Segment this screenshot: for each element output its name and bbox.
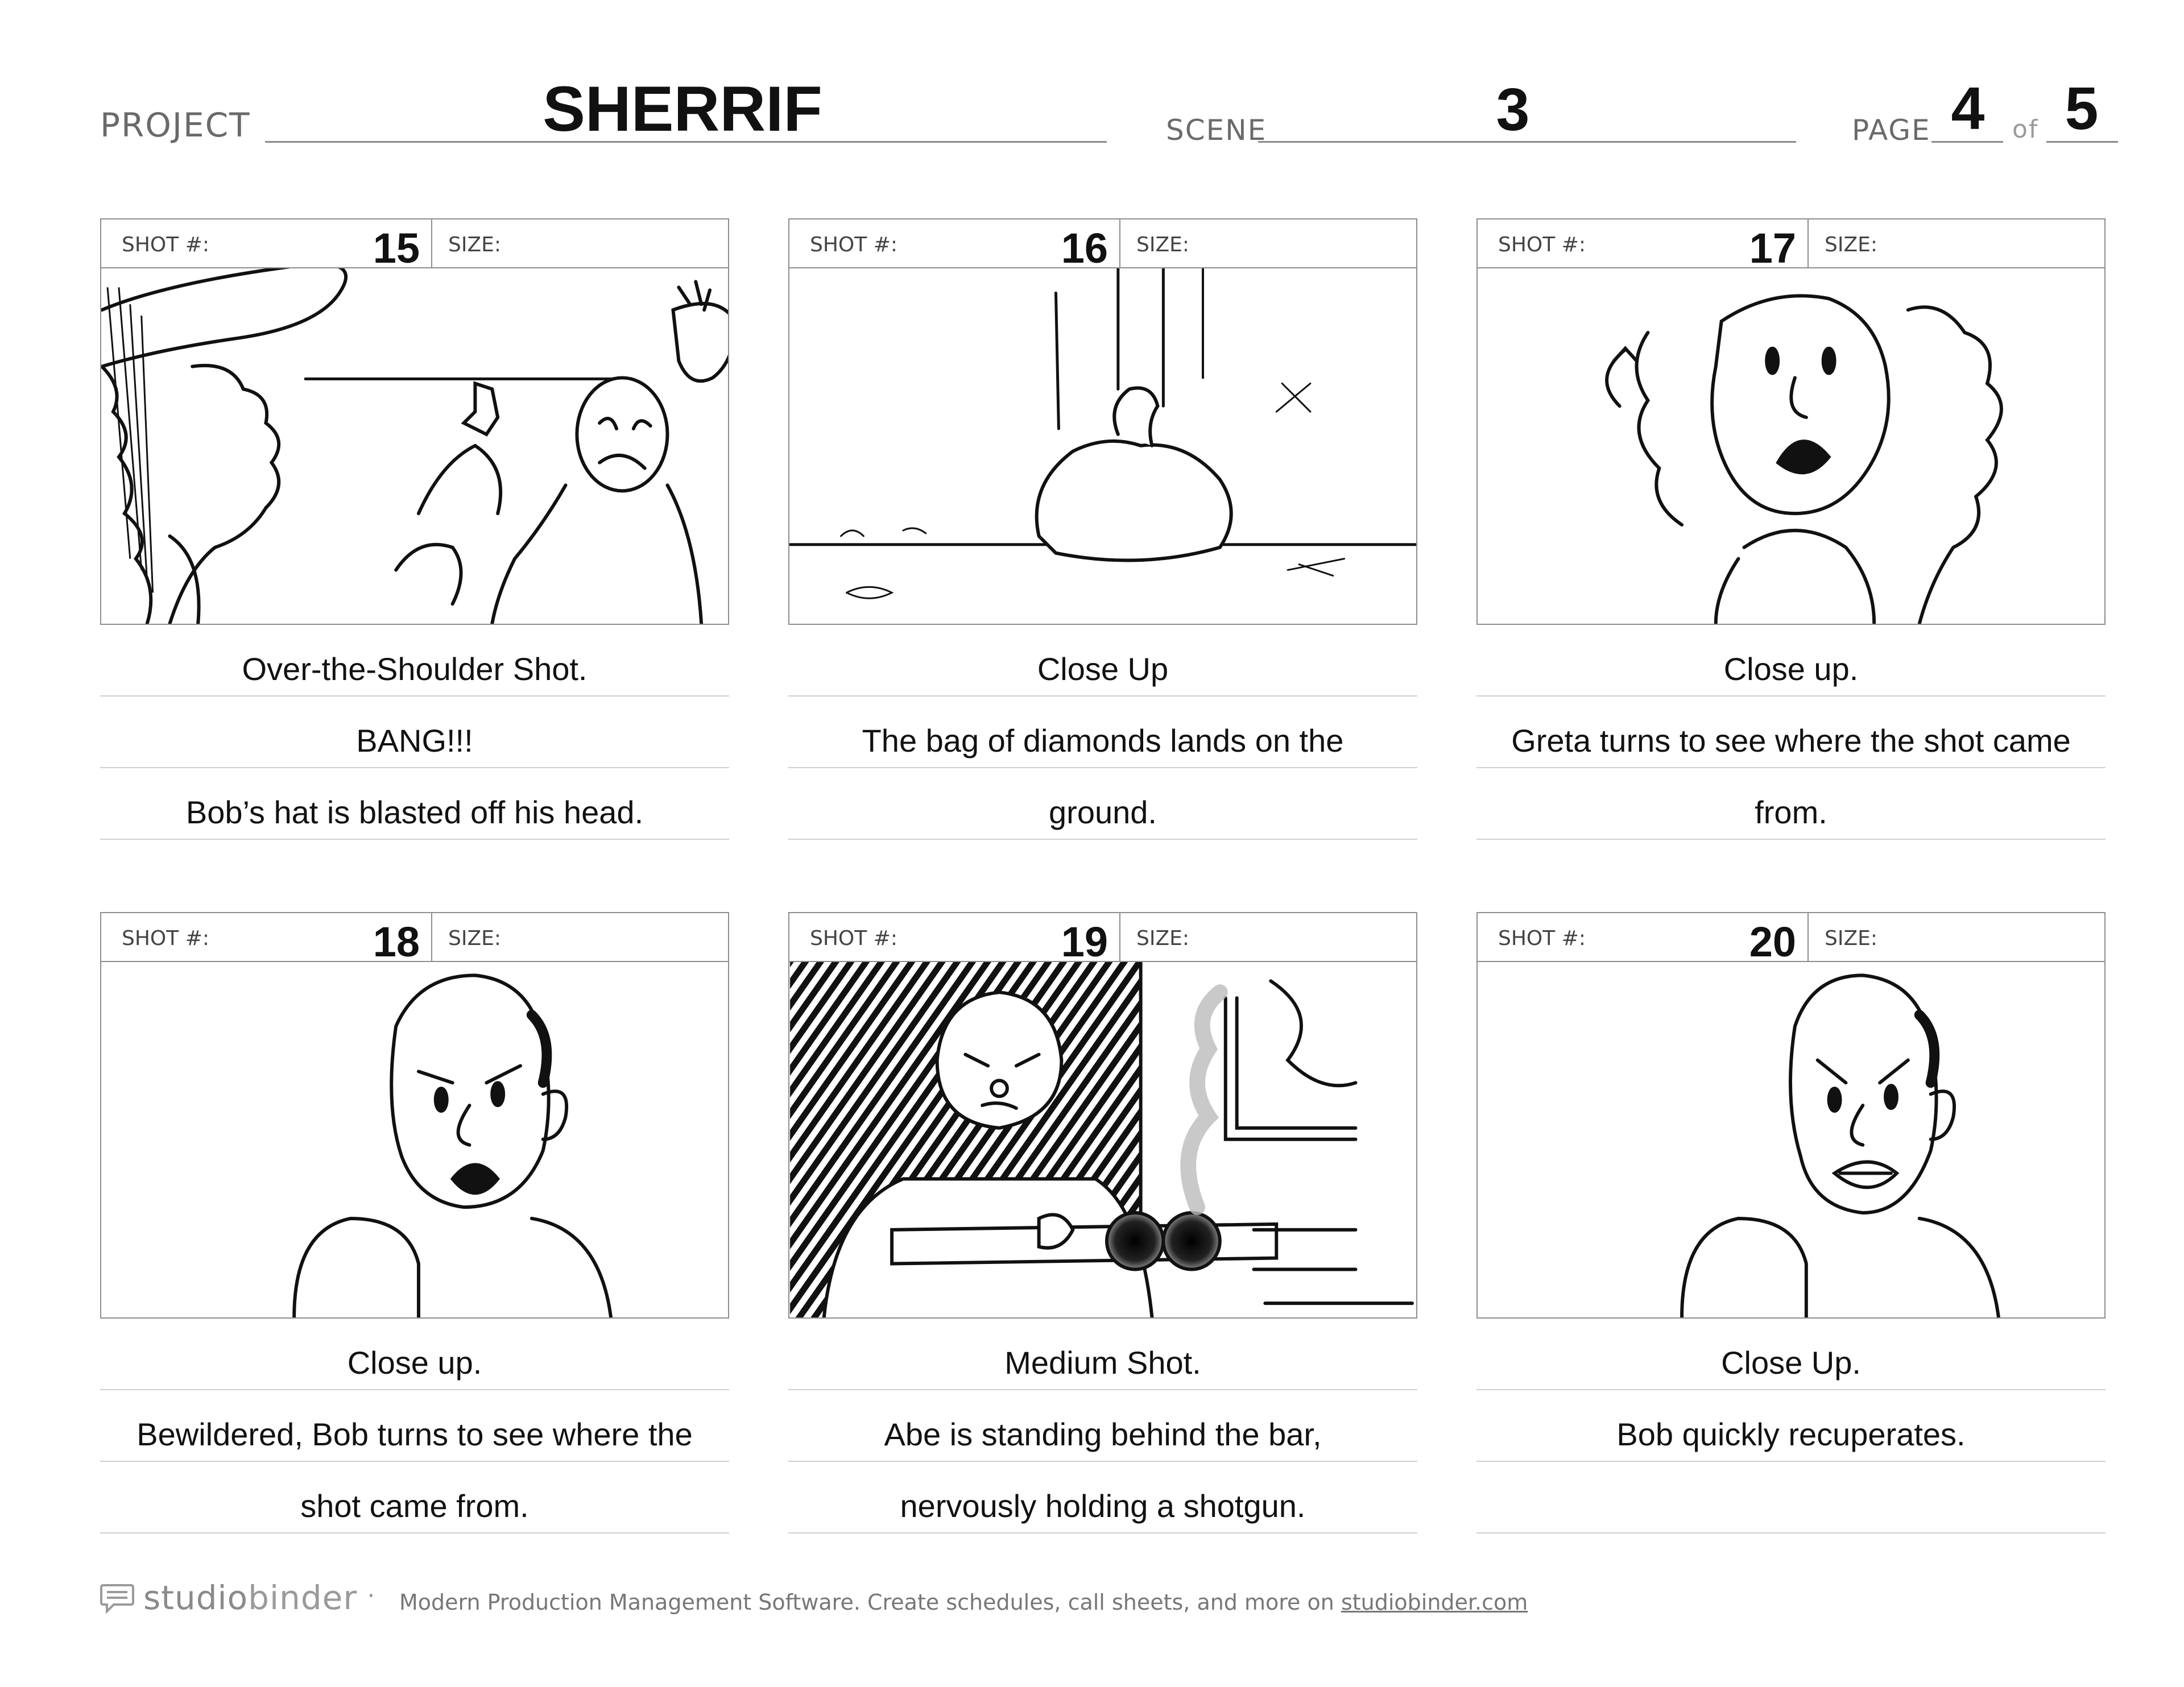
studiobinder-logo-text: studiobinder (143, 1578, 358, 1617)
shot-divider (431, 913, 432, 962)
note-line: from. (1476, 768, 2106, 840)
shot-divider (1119, 913, 1120, 962)
size-label: SIZE: (1136, 927, 1190, 950)
note-line: Greta turns to see where the shot came (1476, 697, 2106, 768)
footer-separator: · (367, 1583, 375, 1609)
note-line: shot came from. (100, 1462, 729, 1533)
sketch-bob-bewildered-illustration (101, 913, 728, 1317)
panel-frame (1476, 912, 2106, 1319)
shot-divider (1119, 219, 1120, 268)
sketch-bob-recuperates-illustration (1478, 913, 2104, 1317)
note-line: Abe is standing behind the bar, (788, 1390, 1417, 1462)
panel-frame (1476, 218, 2106, 625)
shot-number: 15 (373, 225, 420, 272)
sketch-abe-shotgun-illustration (789, 913, 1416, 1317)
shot-bar (789, 913, 1416, 965)
note-line: Close up. (1476, 625, 2106, 697)
page-total: 5 (2065, 75, 2099, 142)
panel-frame (788, 218, 1417, 625)
footer-tagline: Modern Production Management Software. Create schedules, call sheets, and more on studiobinder.com (399, 1590, 1528, 1615)
shot-number: 20 (1749, 918, 1796, 965)
shot-label: SHOT #: (122, 927, 209, 950)
shot-label: SHOT #: (1498, 927, 1586, 950)
shot-bar (101, 219, 728, 272)
note-line: ground. (788, 768, 1417, 840)
shot-number: 16 (1061, 225, 1108, 272)
shot-label: SHOT #: (1498, 233, 1586, 256)
note-line: Close Up. (1476, 1319, 2106, 1390)
scene-label: SCENE (1166, 114, 1267, 147)
shot-bar (789, 219, 1416, 272)
shot-number: 19 (1061, 918, 1108, 965)
note-line: The bag of diamonds lands on the (788, 697, 1417, 768)
sketch-ots-gunshot-illustration (101, 219, 728, 624)
studiobinder-link[interactable]: studiobinder.com (1341, 1590, 1528, 1615)
shot-label: SHOT #: (810, 233, 897, 256)
sketch-greta-turns-illustration (1478, 219, 2104, 624)
size-label: SIZE: (1825, 233, 1878, 256)
note-line: Close up. (100, 1319, 729, 1390)
panel-frame (100, 912, 729, 1319)
note-line: Bob quickly recuperates. (1476, 1390, 2106, 1462)
size-label: SIZE: (448, 927, 502, 950)
size-label: SIZE: (1825, 927, 1878, 950)
shot-label: SHOT #: (810, 927, 897, 950)
of-label: of (2012, 115, 2039, 144)
shot-number: 18 (373, 918, 420, 965)
project-label: PROJECT (100, 106, 251, 144)
note-line: Over-the-Shoulder Shot. (100, 625, 729, 697)
shot-bar (101, 913, 728, 965)
shot-label: SHOT #: (122, 233, 209, 256)
shot-bar (1478, 913, 2104, 965)
note-line: Bewildered, Bob turns to see where the (100, 1390, 729, 1462)
footer (100, 1575, 2034, 1620)
studiobinder-logo-icon (100, 1583, 134, 1614)
scene-number: 3 (1496, 76, 1530, 143)
shot-divider (1807, 219, 1809, 268)
project-title: SHERRIF (543, 73, 822, 144)
note-line (1476, 1462, 2106, 1533)
size-label: SIZE: (1136, 233, 1190, 256)
panel-frame (100, 218, 729, 625)
note-line: Medium Shot. (788, 1319, 1417, 1390)
note-line: BANG!!! (100, 697, 729, 768)
sketch-diamond-bag-illustration (789, 219, 1416, 624)
shot-number: 17 (1749, 225, 1796, 272)
shot-divider (431, 219, 432, 268)
shot-bar (1478, 219, 2104, 272)
shot-divider (1807, 913, 1809, 962)
page-number: 4 (1951, 75, 1985, 142)
note-line: Close Up (788, 625, 1417, 697)
note-line: nervously holding a shotgun. (788, 1462, 1417, 1533)
note-line: Bob’s hat is blasted off his head. (100, 768, 729, 840)
panel-frame (788, 912, 1417, 1319)
page-label: PAGE (1852, 114, 1931, 147)
size-label: SIZE: (448, 233, 502, 256)
